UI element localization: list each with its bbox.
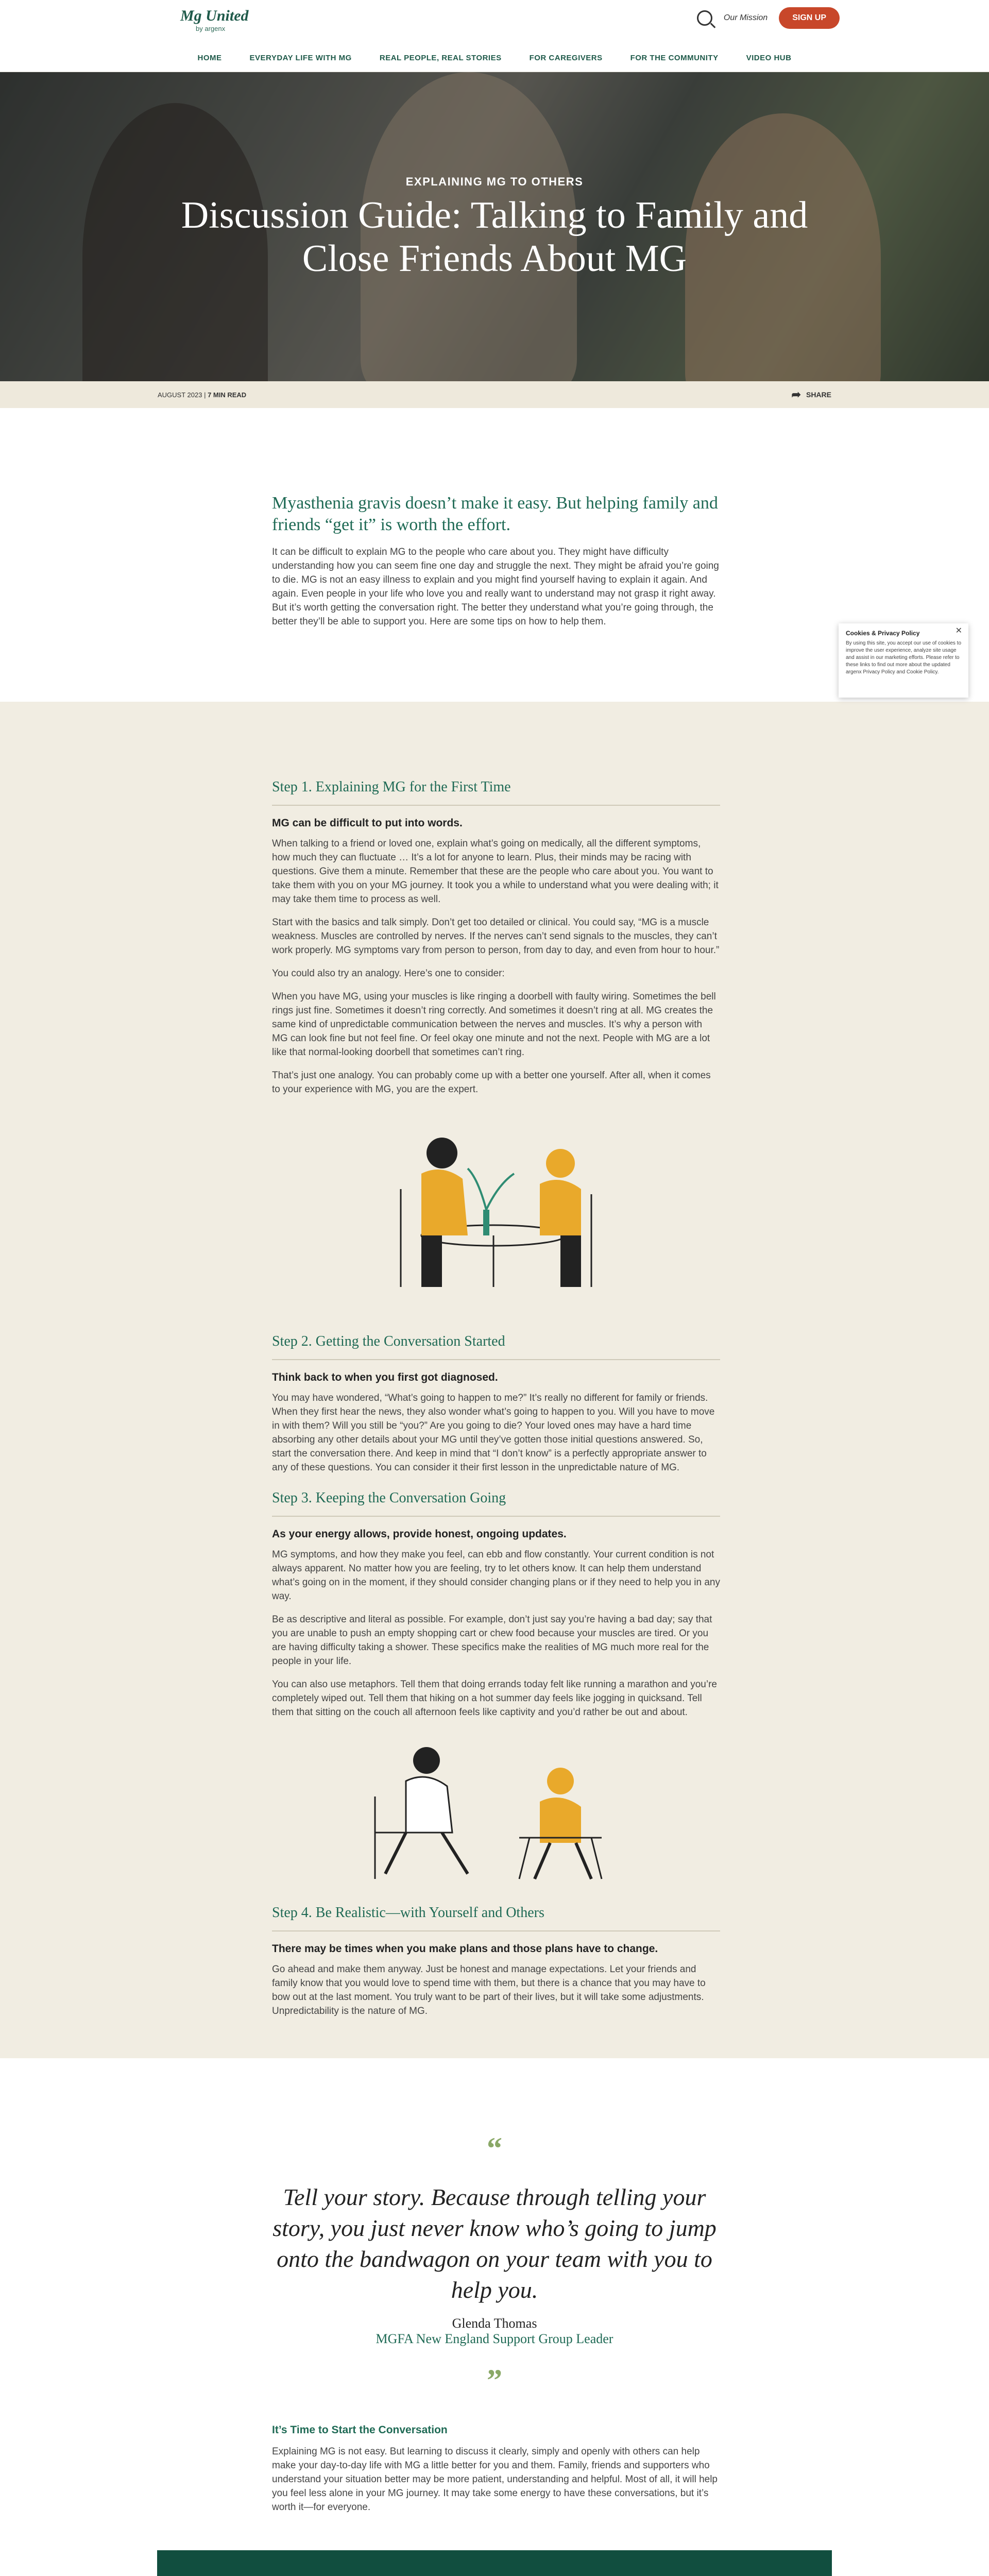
logo-by: by argenx xyxy=(196,25,226,32)
step-2-para: You may have wondered, “What’s going to happen to me?” It’s really no different for family or friends. When they first hear the news, they also wonder what’s going to happen to you. Will you have to move in with them? Will you still be “you?” Are you going to die? Your loved ones may have a hard time absorbing any other details about your MG until they’ve gotten those initial questions answered. So, start the conversation there. And keep in mind that “I don’t know” is a perfectly appropriate answer to any of these questions. You can consider it their first lesson in the unpredictable nature of MG. xyxy=(272,1393,715,1473)
step-1-heading: Step 1. Explaining MG for the First Time xyxy=(272,779,720,806)
nav-real-people[interactable]: REAL PEOPLE, REAL STORIES xyxy=(379,54,502,62)
intro-body: It can be difficult to explain MG to the people who care about you. They might have difficulty understanding how you can seem fine one day and struggle the next. They might be afraid you’re going to die. MG is not an easy illness to explain and you might find yourself having to explain it again. And again. Even people in your life who love you and really want to understand may not grasp it right away. But it’s worth getting the conversation right. The better they understand what you’re going through, the better they’ll be able to support you. Here are some tips on how to help them. xyxy=(272,547,719,627)
illustration-people-talking xyxy=(272,1730,720,1884)
cookie-banner xyxy=(839,623,968,698)
step-4-subheading: There may be times when you make plans and those plans have to change. xyxy=(272,1943,658,1955)
intro-headline: Myasthenia gravis doesn’t make it easy. But helping family and friends “get it” is worth the effort. xyxy=(272,494,718,534)
closing-heading: It’s Time to Start the Conversation xyxy=(272,2424,448,2436)
search-icon[interactable] xyxy=(697,10,712,26)
step-1-para: When you have MG, using your muscles is like ringing a doorbell with faulty wiring. Sometimes the bell rings just fine. Sometimes it doesn’t ring correctly. And sometimes it doesn’t ring at all. MG creates the same kind of unpredictable communication between the nerves and muscles. It’s why a person with MG can look fine but not feel fine. Or feel okay one minute and not the next. People with MG are a lot like that normal-looking doorbell that sometimes can’t ring. xyxy=(272,991,716,1058)
share-icon: ➦ xyxy=(791,388,801,401)
table-illustration-svg xyxy=(272,1107,720,1292)
quote-author-org: MGFA New England Support Group Leader xyxy=(376,2331,613,2346)
site-header xyxy=(0,0,989,72)
illustration-friends-at-table xyxy=(272,1107,720,1292)
step-4-para: Go ahead and make them anyway. Just be honest and manage expectations. Let your friends and family know that you would love to spend time with them, but there is a chance that you may have to bow out at the last moment. You truly want to be part of their lives, but it will take some adjustments. Unpredictability is the nature of MG. xyxy=(272,1964,706,2016)
hero-eyebrow: EXPLAINING MG TO OTHERS xyxy=(405,175,584,188)
step-1-subheading: MG can be difficult to put into words. xyxy=(272,817,463,829)
open-quote-icon: “ xyxy=(487,2131,502,2165)
read-time: 7 MIN READ xyxy=(208,391,247,399)
quote-section xyxy=(0,2058,989,2576)
nav-video-hub[interactable]: VIDEO HUB xyxy=(746,54,792,62)
article-date: AUGUST 2023 xyxy=(158,391,202,399)
nav-home[interactable]: HOME xyxy=(197,54,222,62)
article-meta: AUGUST 2023 | 7 MIN READ xyxy=(158,391,247,399)
step-3-para: You can also use metaphors. Tell them that doing errands today felt like running a marathon and you’re completely wiped out. Tell them that hiking on a hot summer day feels like jogging in quicksand. Tell them that sitting on the couch all afternoon feels like captivity and you’d rather be out and about. xyxy=(272,1679,717,1718)
share-label: SHARE xyxy=(806,391,831,399)
page-title: Discussion Guide: Talking to Family and Close Friends About MG xyxy=(181,194,808,280)
closing-body: Explaining MG is not easy. But learning to discuss it clearly, simply and openly with others can help make your day-to-day life with MG a little better for you and them. Family, friends and supporters who understand your situation better may be more patient, understanding and helpful. Most of all, it will help you feel less alone in your MG journey. It may take some energy to have these conversations, but it’s worth it—for everyone. xyxy=(272,2446,718,2513)
share-button[interactable] xyxy=(792,388,831,401)
intro-section xyxy=(0,408,989,702)
hero-banner xyxy=(0,72,989,381)
close-quote-icon: ” xyxy=(487,2363,502,2397)
step-3-para: MG symptoms, and how they make you feel, can ebb and flow constantly. Your current condition is not always apparent. No matter how you are feeling, try to let others know. It can help them understand what’s going on in the moment, if they should consider changing plans or if they need to help you in any way. xyxy=(272,1549,720,1602)
step-1-para: Start with the basics and talk simply. Don’t get too detailed or clinical. You could say, “MG is a muscle weakness. Muscles are controlled by nerves. If the nerves can’t send signals to the muscles, they can’t work properly. MG symptoms vary from person to person, from day to day, and even from hour to hour.” xyxy=(272,917,720,956)
signup-button[interactable]: SIGN UP xyxy=(779,7,840,29)
our-mission-link[interactable]: Our Mission xyxy=(723,13,768,22)
article-meta-bar xyxy=(0,381,989,408)
cookie-text: By using this site, you accept our use of cookies to improve the user experience, analyze site usage and assist in our marketing efforts. Please refer to these links to find out more about the updated argenx Privacy Policy and Cookie Policy. xyxy=(846,640,962,675)
signup-banner xyxy=(157,2550,832,2576)
step-1-para: You could also try an analogy. Here’s one to consider: xyxy=(272,968,505,979)
cookie-title: Cookies & Privacy Policy xyxy=(846,630,920,637)
close-icon[interactable]: ✕ xyxy=(955,626,962,635)
talking-illustration-svg xyxy=(272,1730,720,1884)
pull-quote: Tell your story. Because through telling your story, you just never know who’s going to jump onto the bandwagon on your team with you to help you. xyxy=(258,2182,731,2306)
step-4-heading: Step 4. Be Realistic—with Yourself and Others xyxy=(272,1905,720,1931)
header-actions xyxy=(697,7,840,29)
nav-caregivers[interactable]: FOR CAREGIVERS xyxy=(529,54,603,62)
nav-community[interactable]: FOR THE COMMUNITY xyxy=(630,54,719,62)
step-2-heading: Step 2. Getting the Conversation Started xyxy=(272,1333,720,1360)
step-3-heading: Step 3. Keeping the Conversation Going xyxy=(272,1490,720,1517)
step-1-para: When talking to a friend or loved one, explain what’s going on medically, all the different symptoms, how much they can fluctuate … It’s a lot for anyone to learn. Plus, their minds may be racing with questions. Give them a minute. Remember that these are the people who care about you. You want to take them with you on your MG journey. It took you a while to understand what you were dealing with; it may take them time to process as well. xyxy=(272,838,719,905)
logo-main: Mg United xyxy=(180,7,249,24)
step-3-subheading: As your energy allows, provide honest, ongoing updates. xyxy=(272,1528,567,1540)
steps-section xyxy=(0,702,989,2058)
mg-united-logo[interactable] xyxy=(180,7,249,32)
nav-everyday-life[interactable]: EVERYDAY LIFE WITH MG xyxy=(249,54,352,62)
step-1-para: That’s just one analogy. You can probably come up with a better one yourself. After all, when it comes to your experience with MG, you are the expert. xyxy=(272,1070,711,1095)
step-3-para: Be as descriptive and literal as possible. For example, don’t just say you’re having a bad day; say that you are unable to push an empty shopping cart or chew food because your muscles are tired. Or you are having difficulty taking a shower. These specifics make the realities of MG much more real for the people in your life. xyxy=(272,1614,712,1667)
signup-banner-desc xyxy=(453,2574,698,2576)
main-nav xyxy=(0,54,989,62)
quote-author: Glenda Thomas xyxy=(452,2316,537,2331)
step-2-subheading: Think back to when you first got diagnosed. xyxy=(272,1371,498,1383)
